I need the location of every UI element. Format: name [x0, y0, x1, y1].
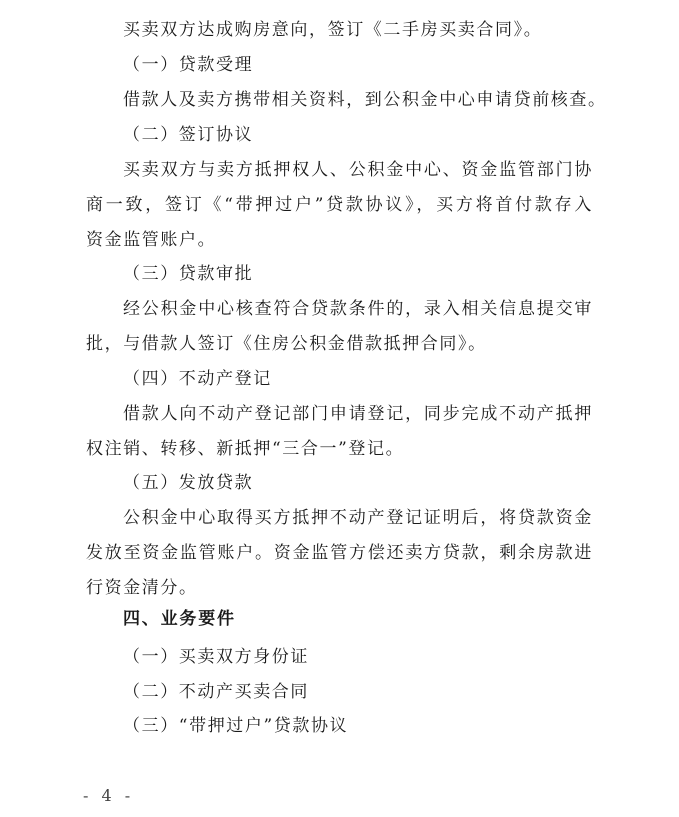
paragraph-loan-approval-line-2: 批，与借款人签订《住房公积金借款抵押合同》。 [86, 334, 487, 354]
subheading-loan-acceptance: （一）贷款受理 [123, 55, 254, 75]
section-heading-business-requirements: 四、业务要件 [123, 609, 236, 629]
paragraph-loan-disbursement-line-2: 发放至资金监管账户。资金监管方偿还卖方贷款，剩余房款进 [86, 543, 593, 563]
subheading-loan-disbursement: （五）发放贷款 [123, 473, 254, 493]
paragraph-loan-disbursement-line-1: 公积金中心取得买方抵押不动产登记证明后，将贷款资金 [123, 508, 593, 528]
paragraph-sign-agreement-line-3: 资金监管账户。 [86, 230, 217, 250]
requirement-item-sale-contract: （二）不动产买卖合同 [123, 682, 309, 702]
paragraph-loan-approval-line-1: 经公积金中心核查符合贷款条件的，录入相关信息提交审 [123, 299, 593, 319]
paragraph-property-registration-line-1: 借款人向不动产登记部门申请登记，同步完成不动产抵押 [123, 404, 593, 424]
requirement-item-id-cards: （一）买卖双方身份证 [123, 647, 309, 667]
subheading-sign-agreement: （二）签订协议 [123, 125, 254, 145]
paragraph-loan-acceptance: 借款人及卖方携带相关资料，到公积金中心申请贷前核查。 [123, 90, 607, 110]
requirement-item-loan-agreement: （三）“带押过户”贷款协议 [123, 716, 349, 736]
subheading-property-registration: （四）不动产登记 [123, 369, 272, 389]
paragraph-intro: 买卖双方达成购房意向，签订《二手房买卖合同》。 [123, 20, 543, 40]
paragraph-sign-agreement-line-2: 商一致，签订《“带押过户”贷款协议》，买方将首付款存入 [86, 195, 593, 215]
paragraph-loan-disbursement-line-3: 行资金清分。 [86, 578, 198, 598]
page-number: - 4 - [83, 786, 135, 805]
paragraph-property-registration-line-2: 权注销、转移、新抵押“三合一”登记。 [86, 439, 405, 459]
paragraph-sign-agreement-line-1: 买卖双方与卖方抵押权人、公积金中心、资金监管部门协 [123, 160, 593, 180]
subheading-loan-approval: （三）贷款审批 [123, 264, 254, 284]
